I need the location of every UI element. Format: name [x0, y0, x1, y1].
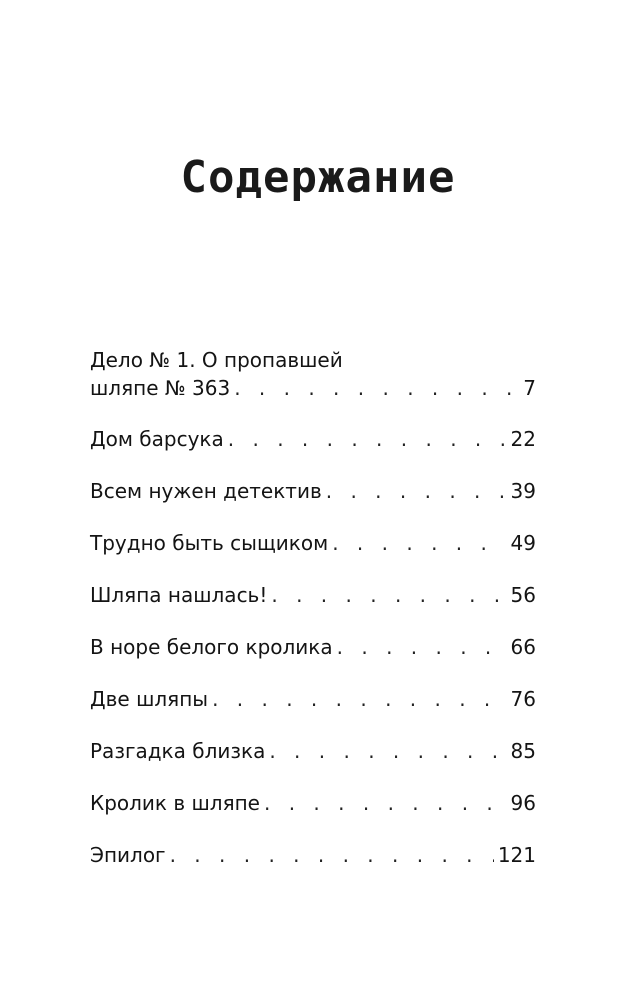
toc-page-number: 96: [510, 791, 536, 815]
toc-page-number: 39: [510, 479, 536, 503]
toc-page-number: 22: [510, 427, 536, 451]
toc-page-number: 76: [510, 687, 536, 711]
toc-entry-title: Всем нужен детектив: [90, 479, 322, 503]
dot-leader: [264, 789, 507, 817]
toc-page-number: 66: [510, 635, 536, 659]
toc-entry[interactable]: [90, 841, 536, 869]
toc-entry[interactable]: [90, 477, 536, 505]
toc-entry[interactable]: [90, 737, 536, 765]
dot-leader: [271, 581, 506, 609]
table-of-contents: [90, 346, 536, 893]
toc-entry[interactable]: [90, 685, 536, 713]
page-title: Содержание: [180, 152, 456, 203]
toc-entry-title: Кролик в шляпе: [90, 791, 260, 815]
toc-entry-title-part1: Дело № 1. О пропавшей: [90, 348, 343, 372]
toc-entry[interactable]: [90, 581, 536, 609]
dot-leader: [228, 425, 507, 453]
toc-page-number: 85: [510, 739, 536, 763]
dot-leader: [269, 737, 506, 765]
dot-leader: [170, 841, 494, 869]
dot-leader: [332, 529, 506, 557]
toc-entry-title: Эпилог: [90, 843, 166, 867]
toc-page-number: 56: [510, 583, 536, 607]
dot-leader: [337, 633, 507, 661]
toc-entry-title: Две шляпы: [90, 687, 209, 711]
dot-leader: [234, 374, 519, 402]
toc-entry[interactable]: [90, 425, 536, 453]
toc-page-number: 49: [510, 531, 536, 555]
dot-leader: [212, 685, 506, 713]
toc-entry-title: шляпе № 363: [90, 376, 231, 400]
toc-entry[interactable]: [90, 633, 536, 661]
toc-entry-title-line1: [90, 346, 536, 374]
toc-page-number: 121: [497, 843, 536, 867]
toc-entry[interactable]: [90, 346, 536, 402]
toc-entry-title: В норе белого кролика: [90, 635, 333, 659]
toc-entry[interactable]: [90, 789, 536, 817]
toc-entry-title: Шляпа нашлась!: [90, 583, 268, 607]
toc-entry-title: Дом барсука: [90, 427, 224, 451]
toc-entry[interactable]: [90, 529, 536, 557]
toc-page-number: 7: [523, 376, 536, 400]
dot-leader: [326, 477, 507, 505]
toc-entry-title: Разгадка близка: [90, 739, 266, 763]
toc-entry-title: Трудно быть сыщиком: [90, 531, 329, 555]
